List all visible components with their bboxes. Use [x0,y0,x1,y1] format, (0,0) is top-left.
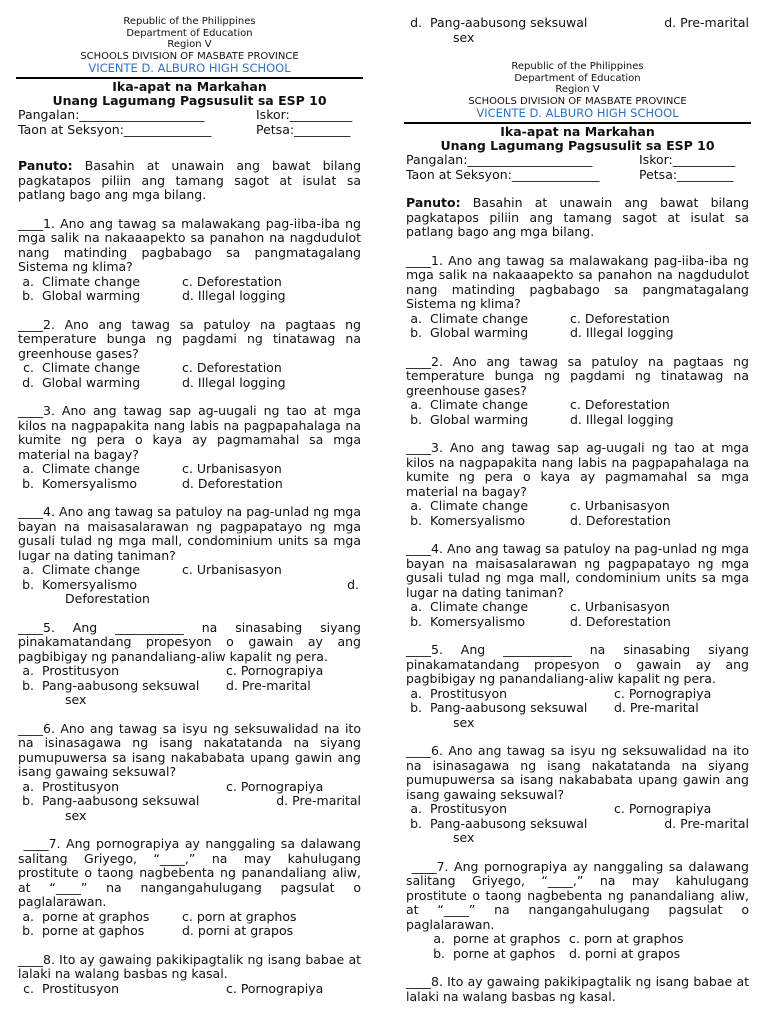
question-4 [18,504,365,607]
student-fields [406,153,749,182]
quarter-title: Ika-apat na Markahan [500,124,655,139]
option-d: d. Deforestation [570,613,671,629]
option-letter-b: b. [410,613,422,629]
option-b: porne at gaphos [453,945,556,961]
option-b: Pang-aabusong seksuwal [430,700,588,715]
instructions-label: Panuto: [406,195,461,210]
document-header [406,61,749,120]
option-a: Climate change [42,562,141,577]
option-c: c. Deforestation [570,310,670,326]
option-b: Pang-aabusong seksuwal [430,15,588,30]
question-8 [18,951,365,997]
option-c: c. Urbanisasyon [182,461,282,476]
option-a: Climate change [430,310,529,326]
option-c: c. porn at graphos [569,931,684,946]
date-field: Petsa:_________ [256,121,351,137]
option-letter-d: d. [22,374,34,390]
option-b: Pang-aabusong seksuwal [42,677,200,693]
option-letter-b: b. [410,512,422,528]
option-letter-a: a. [22,778,34,794]
option-a: Climate change [42,461,141,476]
option-letter-b: b. [22,793,34,808]
option-b: Global warming [430,411,529,427]
name-field: Pangalan:____________________ [18,107,205,122]
option-letter-a: a. [22,562,34,577]
header-division: SCHOOLS DIVISION OF MASBATE PROVINCE [80,50,299,62]
option-b: Pang-aabusong seksuwal [42,793,200,808]
option-letter-a: a. [22,663,34,678]
exam-title: Unang Lagumang Pagsusulit sa ESP 10 [440,138,715,153]
question-5 [18,619,365,708]
question-text: ____1. Ano ang tawag sa malawakang pag-iiba-iba ng mga salik na nakaaapekto sa panahon na nagdudulot nang matinding pagbabago sa pangmatagalang Sistema ng klima? [406,252,753,311]
option-b: Komersyalismo [430,613,526,629]
option-a: porne at graphos [453,931,561,946]
question-text: ____4. Ano ang tawag sa patuloy na pag-unlad ng mga bayan na maisasalarawan ng pagpapatayo ng mga gusali tulad ng mga mall, condominium units sa mga lugar na dating taniman? [18,504,365,563]
question-6 [406,743,753,846]
question-5 [406,642,753,730]
option-c: c. Pornograpiya [226,663,324,678]
question-text: ____8. Ito ay gawaing pakikipagtalik ng isang babae at lalaki na walang basbas ng kasal. [18,951,365,981]
question-text: ____5. Ang ___________ na sinasabing siyang pinakamatandang propesyon o gawain ay ang pagbibigay ng panandaliang-aliw kapalit ng pera. [18,619,365,664]
instructions [18,159,361,203]
option-d: d. Pre-marital [664,815,749,831]
score-field: Iskor:__________ [639,152,736,167]
header-school: VICENTE D. ALBURO HIGH SCHOOL [88,61,291,75]
option-d: Deforestation [65,591,150,606]
question-1 [406,252,753,341]
instructions-label: Panuto: [18,158,73,173]
option-letter-a: a. [22,908,34,924]
option-c: c. Urbanisasyon [570,599,670,614]
option-a: Climate change [430,498,529,513]
question-text: ____4. Ano ang tawag sa patuloy na pag-unlad ng mga bayan na maisasalarawan ng pagpapatayo ng mga gusali tulad ng mga mall, condominium units sa mga lugar na dating taniman? [406,541,753,600]
option-c: c. Pornograpiya [226,980,324,996]
option-d: d. Illegal logging [570,325,674,340]
option-d-continued: sex [453,29,475,45]
option-b: Komersyalismo [42,475,138,491]
option-d: d. Deforestation [570,512,671,528]
header-department: Department of Education [126,27,253,39]
option-d: d. Illegal logging [182,288,286,303]
header-region: Region V [167,39,212,50]
option-letter-c: c. [23,980,34,996]
option-a: Climate change [430,397,529,412]
option-c: c. Pornograpiya [614,801,712,816]
question-text: ____1. Ano ang tawag sa malawakang pag-iiba-iba ng mga salik na nakaaapekto sa panahon na nagdudulot nang matinding pagbabago sa pangmatagalang Sistema ng klima? [18,215,365,274]
name-field: Pangalan:____________________ [406,152,593,167]
option-b: Global warming [42,374,141,390]
option-letter-a: a. [410,310,422,326]
question-text: ____7. Ang pornograpiya ay nanggaling sa dalawang salitang Griyego, “____,” na may kahulugang prostitute o taong nagbebenta ng panandaliang aliw, at “____” na nangangahulugang pagsulat o paglalarawan. [406,858,753,932]
option-letter-a: a. [410,498,422,513]
question-4 [406,541,753,629]
option-a: Climate change [430,599,529,614]
option-a: porne at graphos [42,908,150,924]
option-b: Global warming [42,288,141,303]
option-letter-b: b. [410,700,422,715]
option-d-continued: sex [453,830,475,845]
option-b: Komersyalismo [42,576,138,592]
right-column [406,0,753,1004]
question-text: ____3. Ano ang tawag sap ag-uugali ng tao at mga kilos na nagpapakita nang labis na pagpapahalaga na kumite ng pera o kaya ay pagmamahal sa mga material na bagay? [18,403,365,462]
question-3 [406,440,753,528]
option-b: Pang-aabusong seksuwal [430,815,588,831]
option-d-continued: sex [453,714,475,730]
question-2 [18,316,365,391]
header-school: VICENTE D. ALBURO HIGH SCHOOL [476,106,679,120]
option-d-letter: d. [347,576,359,592]
header-department: Department of Education [514,72,641,84]
option-d: d. Pre-marital [276,793,361,808]
option-letter-a: a. [410,397,422,412]
option-letter-b: b. [22,677,34,693]
option-letter-b: b. [22,576,34,592]
exam-title: Unang Lagumang Pagsusulit sa ESP 10 [52,93,327,108]
option-letter-b: b. [433,945,445,961]
question-6 [18,720,365,824]
option-a: Prostitusyon [42,980,120,996]
option-letter-a: a. [410,685,422,701]
question-2 [406,353,753,428]
question-text: ____5. Ang ___________ na sinasabing siyang pinakamatandang propesyon o gawain ay ang pagbibigay ng panandaliang-aliw kapalit ng pera. [406,642,753,686]
option-a: Prostitusyon [42,778,120,794]
option-letter-a: a. [410,801,422,816]
section-field: Taon at Seksyon:______________ [406,166,600,182]
option-a: Prostitusyon [430,801,508,816]
option-letter-c: c. [23,360,34,375]
option-b: porne at gaphos [42,923,145,938]
question-3 [18,403,365,491]
question-7 [406,858,753,962]
option-c: c. Deforestation [182,360,282,375]
question-text: ____2. Ano ang tawag sa patuloy na pagtaas ng temperature bunga ng pagdami ng tinatawag na greenhouse gases? [18,316,365,361]
option-letter-a: a. [410,599,422,614]
question-text: ____8. Ito ay gawaing pakikipagtalik ng isang babae at lalaki na walang basbas ng kasal. [406,974,753,1004]
option-letter-b: b. [22,288,34,303]
option-d: d. Illegal logging [182,374,286,390]
option-a: Climate change [42,273,141,289]
question-1 [18,215,365,304]
instructions-text: Basahin at unawain ang bawat bilang pagkatapos piliin ang tamang sagot at isulat sa patlang bago ang mga bilang. [18,158,361,202]
option-a: Prostitusyon [42,663,120,678]
section-field: Taon at Seksyon:______________ [18,121,212,137]
option-letter-b: b. [22,475,34,491]
left-column [18,0,365,996]
question-text: ____2. Ano ang tawag sa patuloy na pagtaas ng temperature bunga ng pagdami ng tinatawag na greenhouse gases? [406,353,753,398]
score-field: Iskor:__________ [256,107,353,122]
option-letter-a: a. [22,461,34,476]
document-header [18,16,361,75]
option-c: c. Pornograpiya [226,778,324,794]
option-d: d. porni at grapos [569,945,681,961]
header-region: Region V [555,84,600,95]
option-c: c. Deforestation [182,273,282,289]
quarter-title: Ika-apat na Markahan [112,79,267,94]
option-c: c. Urbanisasyon [182,562,282,577]
question-7 [18,836,365,939]
option-c: c. Deforestation [570,397,670,412]
question-text: ____6. Ano ang tawag sa isyu ng seksuwalidad na ito na isinasagawa ng isang nakatatanda na siyang pumupuwersa sa isang nakababata upang gawin ang isang gawaing seksuwal? [406,743,753,802]
instructions [406,196,749,240]
option-letter-b: b. [410,411,422,427]
header-division: SCHOOLS DIVISION OF MASBATE PROVINCE [468,95,687,107]
option-letter-a: a. [433,931,445,946]
header-republic: Republic of the Philippines [123,16,256,27]
question-8 [406,974,753,1004]
option-letter-d: d. [410,15,422,30]
option-d: d. Pre-marital [226,677,311,693]
option-letter-b: b. [22,923,34,938]
header-republic: Republic of the Philippines [511,61,644,72]
option-c: c. Urbanisasyon [570,498,670,513]
option-letter-b: b. [410,815,422,831]
option-b: Komersyalismo [430,512,526,528]
option-d: d. Deforestation [182,475,283,491]
question-8-overflow [406,16,749,45]
option-a: Climate change [42,360,141,375]
option-a: Prostitusyon [430,685,508,701]
option-c: c. porn at graphos [182,908,297,924]
student-fields [18,108,361,137]
question-text: ____7. Ang pornograpiya ay nanggaling sa dalawang salitang Griyego, “____,” na may kahulugang prostitute o taong nagbebenta ng panandaliang aliw, at “____” na nangangahulugang pagsulat o paglalarawan. [18,836,365,909]
option-d-continued: sex [65,692,87,707]
option-b: Global warming [430,325,529,340]
option-letter-b: b. [410,325,422,340]
option-d: d. porni at grapos [182,923,294,938]
option-d: d. Illegal logging [570,411,674,427]
option-d: d. Pre-marital [664,15,749,30]
option-d: d. Pre-marital [614,700,699,715]
option-letter-a: a. [22,273,34,289]
option-c: c. Pornograpiya [614,685,712,701]
question-text: ____6. Ano ang tawag sa isyu ng seksuwalidad na ito na isinasagawa ng isang nakatatanda na siyang pumupuwersa sa isang nakababata upang gawin ang isang gawaing seksuwal? [18,720,365,779]
date-field: Petsa:_________ [639,166,734,182]
option-d-continued: sex [65,807,87,823]
question-text: ____3. Ano ang tawag sap ag-uugali ng tao at mga kilos na nagpapakita nang labis na pagpapahalaga na kumite ng pera o kaya ay pagmamahal sa mga material na bagay? [406,440,753,499]
instructions-text: Basahin at unawain ang bawat bilang pagkatapos piliin ang tamang sagot at isulat sa patlang bago ang mga bilang. [406,195,749,239]
